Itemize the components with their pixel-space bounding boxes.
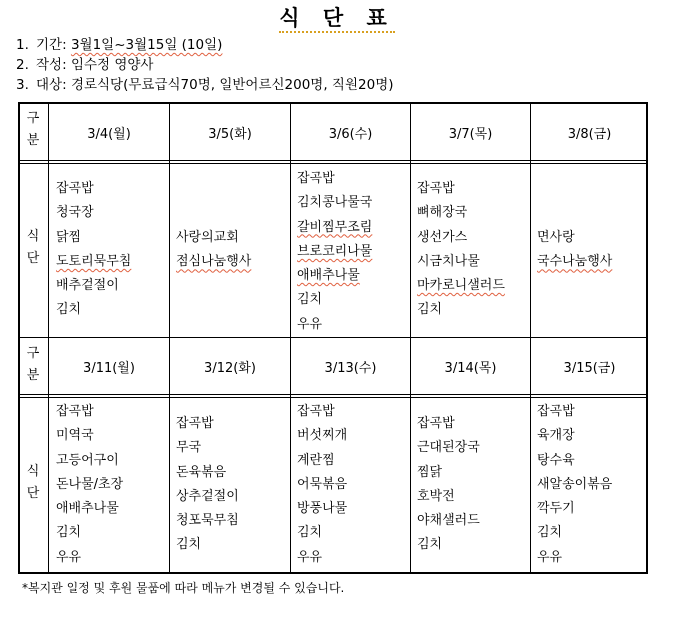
menu-cell: 잡곡밥 미역국 고등어구이 돈나물/초장 애배추나물 김치 우유 bbox=[56, 404, 124, 565]
table-divider bbox=[18, 160, 648, 161]
menu-cell: 잡곡밥 청국장 닭찜 도토리묵무침 배추겉절이 김치 bbox=[56, 181, 132, 318]
page-title: 식 단 표 bbox=[0, 2, 674, 32]
date-header: 3/8(금) bbox=[567, 127, 612, 142]
row-label-menu: 식 단 bbox=[26, 464, 40, 501]
row-label-header: 구 분 bbox=[26, 111, 40, 148]
table-divider bbox=[410, 102, 411, 574]
row-label-header: 구 분 bbox=[26, 346, 40, 383]
table-divider bbox=[18, 337, 648, 338]
table-divider bbox=[169, 102, 170, 574]
menu-cell: 사랑의교회 점심나눔행사 bbox=[176, 230, 252, 270]
info-author: 2. 작성: 임수정 영양사 bbox=[16, 57, 154, 73]
row-label-menu: 식 단 bbox=[26, 229, 40, 266]
date-header: 3/7(목) bbox=[448, 127, 493, 142]
table-divider bbox=[530, 102, 531, 574]
date-header: 3/12(화) bbox=[204, 361, 256, 376]
menu-cell: 잡곡밥 김치콩나물국 갈비찜무조림 브로코리나물 애배추나물 김치 우유 bbox=[297, 171, 373, 332]
menu-cell: 잡곡밥 육개장 탕수육 새알송이볶음 깍두기 김치 우유 bbox=[537, 404, 613, 565]
table-divider bbox=[18, 397, 648, 398]
table-divider bbox=[18, 394, 648, 395]
date-header: 3/5(화) bbox=[208, 127, 252, 142]
menu-cell: 잡곡밥 버섯찌개 계란찜 어묵볶음 방풍나물 김치 우유 bbox=[297, 404, 348, 565]
date-header: 3/4(월) bbox=[87, 127, 131, 142]
date-header: 3/14(목) bbox=[444, 361, 497, 376]
menu-cell: 잡곡밥 무국 돈육볶음 상추겉절이 청포묵무침 김치 bbox=[176, 416, 239, 553]
table-divider bbox=[290, 102, 291, 574]
date-header: 3/11(월) bbox=[83, 361, 135, 376]
date-header: 3/15(금) bbox=[563, 361, 616, 376]
menu-cell: 잡곡밥 뼈해장국 생선가스 시금치나물 마카로니샐러드 김치 bbox=[417, 181, 505, 318]
menu-cell: 잡곡밥 근대된장국 찜닭 호박전 야채샐러드 김치 bbox=[417, 416, 480, 553]
date-header: 3/6(수) bbox=[328, 127, 373, 142]
info-target: 3. 대상: 경로식당(무료급식70명, 일반어르신200명, 직원20명) bbox=[16, 77, 394, 93]
menu-cell: 면사랑 국수나눔행사 bbox=[537, 230, 613, 270]
date-header: 3/13(수) bbox=[324, 361, 377, 376]
table-divider bbox=[18, 163, 648, 164]
table-divider bbox=[48, 102, 49, 574]
footnote: *복지관 일정 및 후원 물품에 따라 메뉴가 변경될 수 있습니다. bbox=[22, 581, 345, 595]
info-period: 1. 기간: 3월1일~3월15일 (10일) bbox=[16, 37, 223, 53]
